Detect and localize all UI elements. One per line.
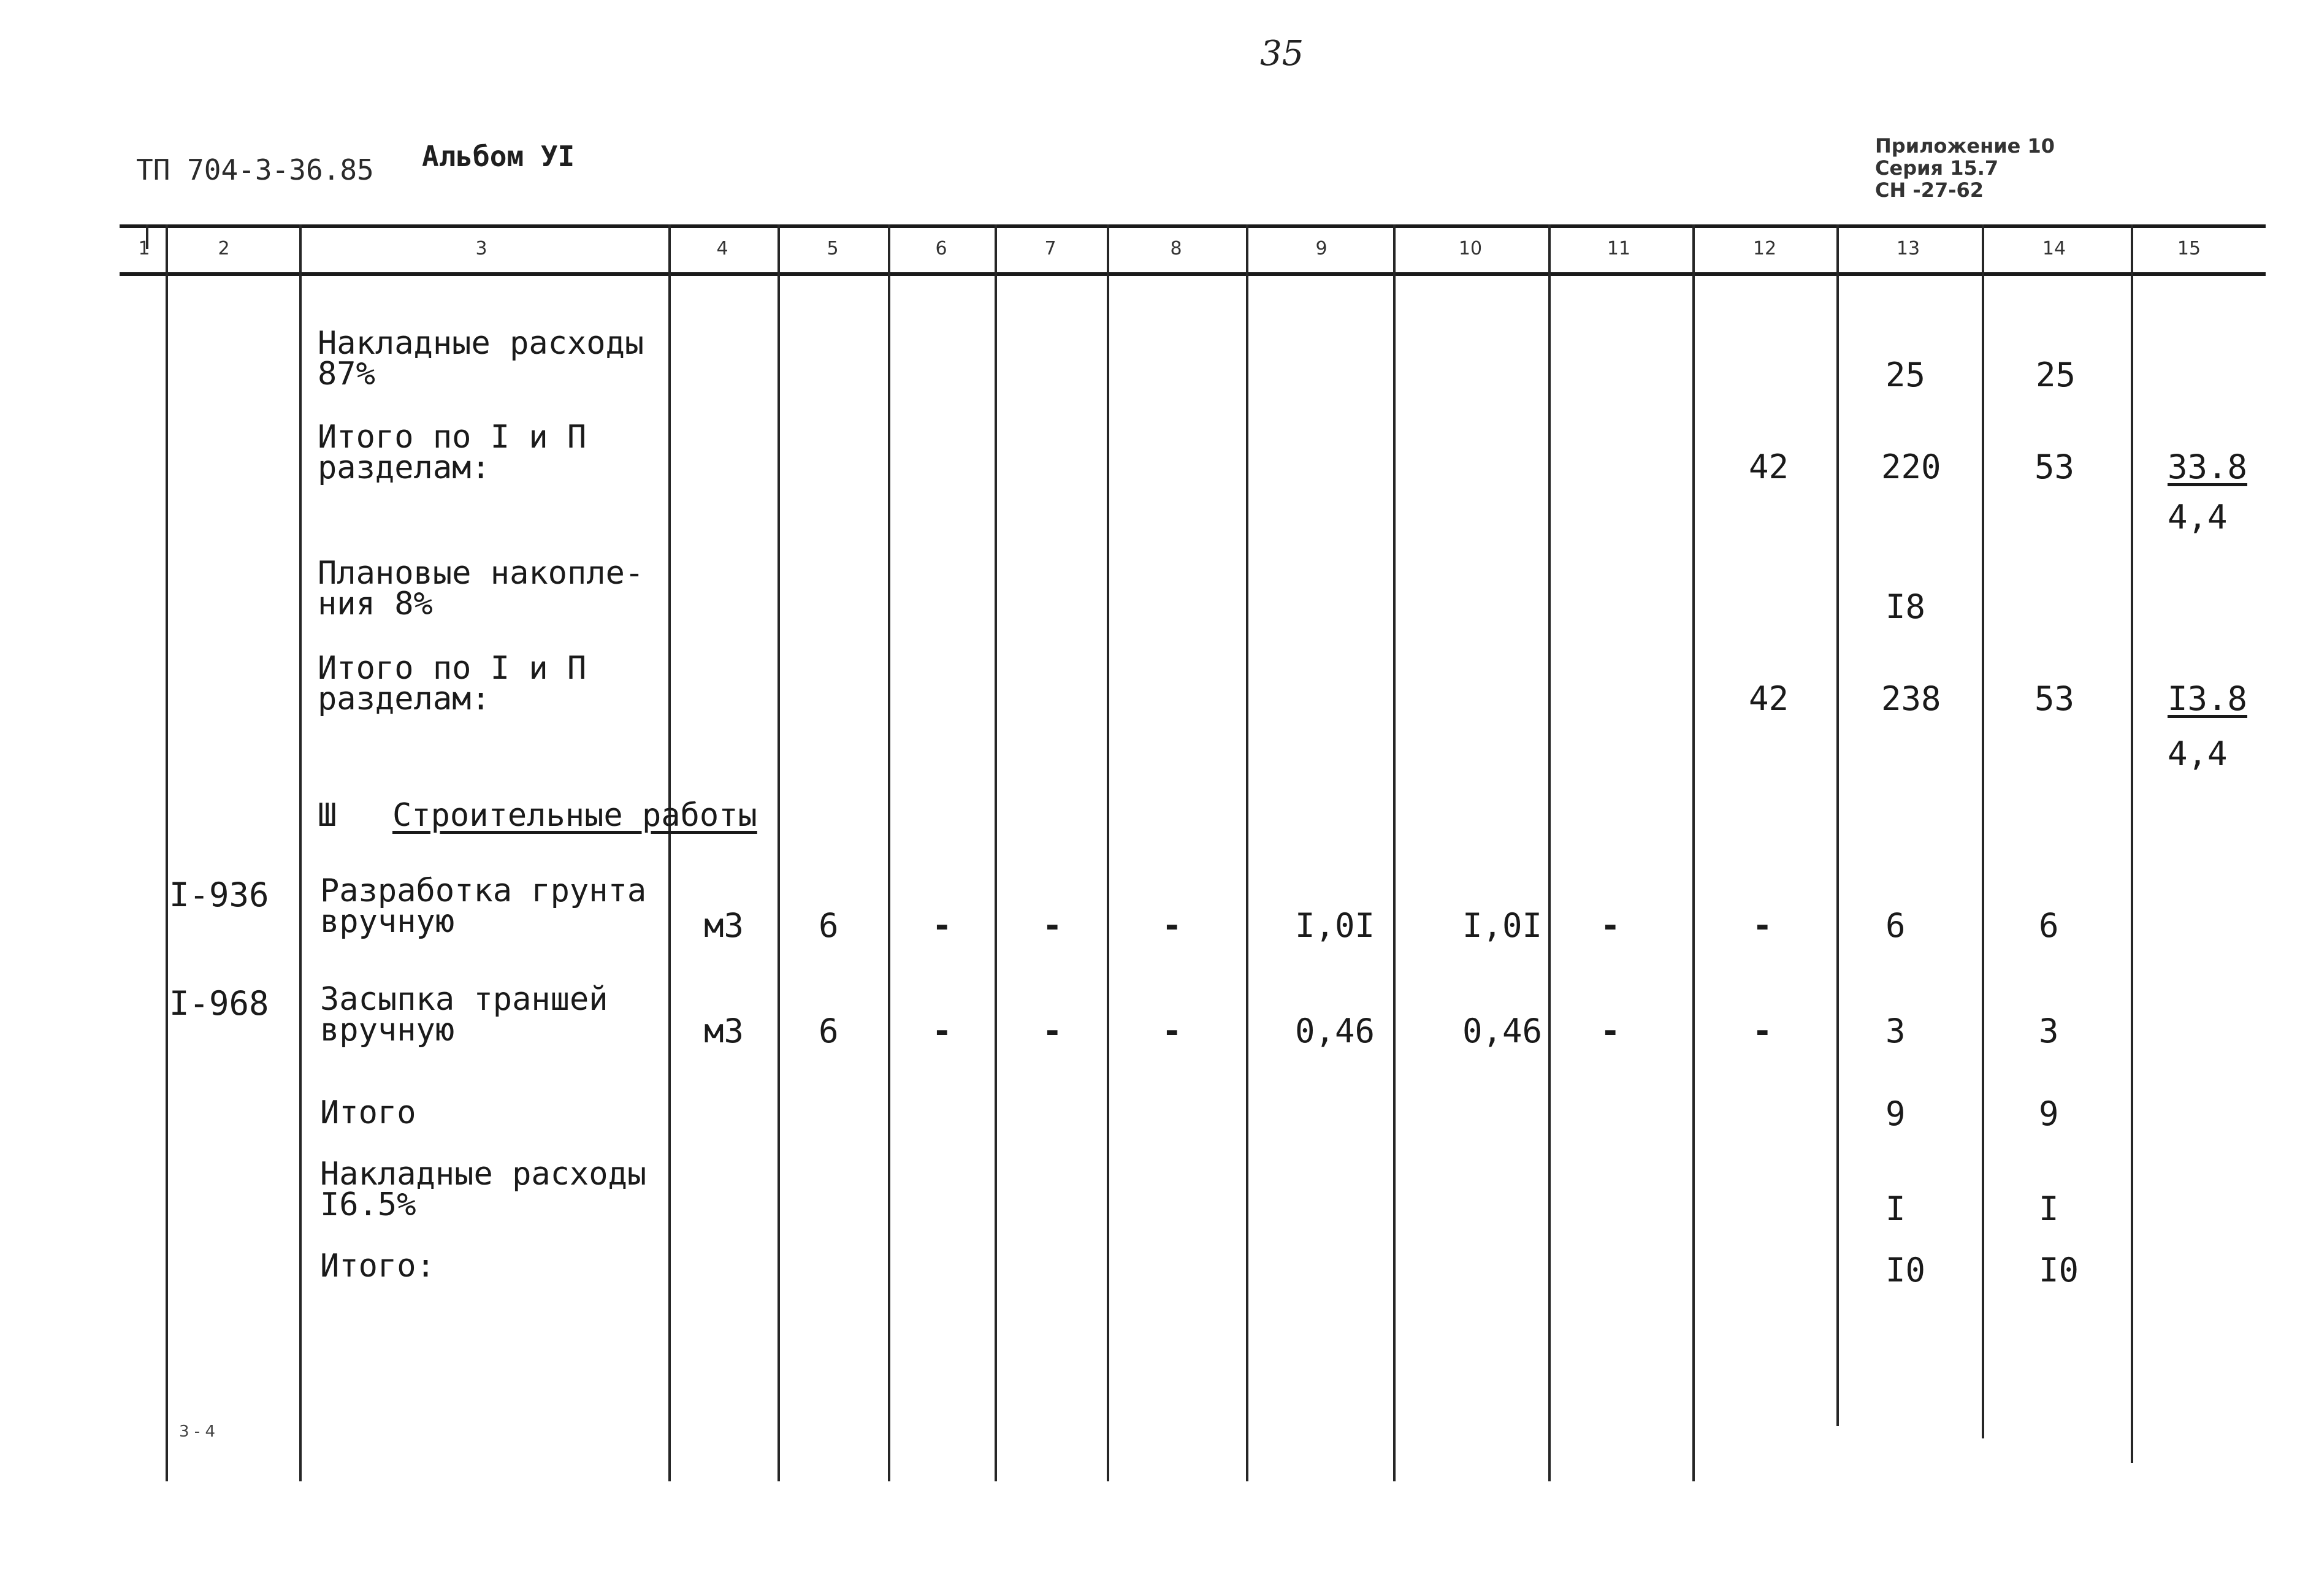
row-backfill-col5: 6 (819, 1012, 839, 1050)
row-overhead-87-col13: 25 (1885, 356, 1926, 394)
row-backfill-col11: - (1600, 1012, 1621, 1050)
column-number-7: 7 (1044, 238, 1056, 259)
column-number-6: 6 (935, 238, 947, 259)
row-total-1-col15-bottom: 4,4 (2168, 498, 2228, 536)
row-excavation-col5: 6 (819, 906, 839, 945)
column-number-13: 13 (1896, 238, 1920, 259)
row-excavation-col12: - (1752, 906, 1773, 945)
row-excavation-code: I-936 (169, 876, 269, 914)
row-overhead-165-name-line2: I6.5% (320, 1186, 416, 1223)
row-backfill-col8: - (1162, 1012, 1182, 1050)
column-number-8: 8 (1170, 238, 1182, 259)
row-grand-total-col14: I0 (2039, 1251, 2079, 1289)
row-excavation-col14: 6 (2039, 906, 2059, 945)
row-backfill-col10: 0,46 (1462, 1012, 1543, 1050)
section-roman-numeral: Ш (318, 797, 337, 834)
column-number-12: 12 (1752, 238, 1777, 259)
table-header-rule (120, 272, 2266, 276)
row-excavation-col6: - (932, 906, 952, 945)
column-number-2: 2 (218, 238, 230, 259)
row-planned-savings-name-line2: ния 8% (318, 586, 433, 622)
row-backfill-name-line2: вручную (320, 1012, 455, 1048)
row-grand-total-col13: I0 (1885, 1251, 1926, 1289)
row-total-2-col13: 238 (1881, 679, 1941, 718)
row-overhead-165-name-line1: Накладные расходы (320, 1156, 647, 1193)
row-excavation-col11: - (1600, 906, 1621, 945)
row-overhead-165-col13: I (1885, 1189, 1906, 1228)
row-backfill-col6: - (932, 1012, 952, 1050)
row-overhead-87-name-line1: Накладные расходы (318, 325, 644, 362)
section-title: Строительные работы (392, 797, 757, 834)
column-number-11: 11 (1606, 238, 1631, 259)
row-backfill-name-line1: Засыпка траншей (320, 981, 608, 1018)
row-excavation-unit: м3 (704, 906, 744, 945)
row-excavation-col7: - (1042, 906, 1063, 945)
appendix-line-1: Приложение 10 (1875, 134, 2055, 158)
row-backfill-col14: 3 (2039, 1012, 2059, 1050)
column-number-14: 14 (2042, 238, 2066, 259)
row-overhead-87-name-line2: 87% (318, 356, 375, 392)
row-excavation-name-line1: Разработка грунта (320, 872, 647, 909)
column-number-1: 1 (138, 238, 150, 259)
album-label: Альбом УI (422, 140, 575, 173)
column-number-4: 4 (716, 238, 728, 259)
row-excavation-name-line2: вручную (320, 903, 455, 940)
row-total-1-col15-top: 33.8 (2168, 448, 2248, 486)
row-total-2-col15-top: I3.8 (2168, 679, 2248, 718)
row-total-2-col15-bottom: 4,4 (2168, 735, 2228, 773)
page-number: 35 (1260, 34, 1304, 74)
row-total-1-col13: 220 (1881, 448, 1941, 486)
row-overhead-87-col14: 25 (2036, 356, 2076, 394)
row-total-1-name-line2: разделам: (318, 449, 491, 486)
row-subtotal-name: Итого (320, 1094, 416, 1131)
row-excavation-col13: 6 (1885, 906, 1906, 945)
column-number-3: 3 (475, 238, 487, 259)
row-backfill-col13: 3 (1885, 1012, 1906, 1050)
row-total-1-col12: 42 (1749, 448, 1789, 486)
footer-mark: 3 - 4 (179, 1422, 215, 1441)
column-number-15: 15 (2177, 238, 2201, 259)
row-overhead-165-col14: I (2039, 1189, 2059, 1228)
appendix-line-2: Серия 15.7 (1875, 156, 1999, 180)
row-excavation-col9: I,0I (1295, 906, 1375, 945)
row-backfill-code: I-968 (169, 984, 269, 1023)
row-excavation-col8: - (1162, 906, 1182, 945)
row-total-1-col14: 53 (2034, 448, 2075, 486)
row-backfill-col7: - (1042, 1012, 1063, 1050)
column-number-10: 10 (1458, 238, 1483, 259)
table-top-rule (120, 224, 2266, 228)
column-number-5: 5 (827, 238, 839, 259)
row-subtotal-col14: 9 (2039, 1094, 2059, 1133)
row-grand-total-name: Итого: (320, 1248, 435, 1285)
row-backfill-col9: 0,46 (1295, 1012, 1375, 1050)
row-backfill-col12: - (1752, 1012, 1773, 1050)
row-total-1-name-line1: Итого по I и П (318, 419, 587, 456)
row-total-2-name-line2: разделам: (318, 681, 491, 717)
row-total-2-name-line1: Итого по I и П (318, 650, 587, 687)
row-planned-savings-name-line1: Плановые накопле- (318, 555, 644, 592)
row-planned-savings-col13: I8 (1885, 587, 1926, 626)
appendix-line-3: СН -27-62 (1875, 178, 1984, 202)
row-total-2-col12: 42 (1749, 679, 1789, 718)
column-number-9: 9 (1315, 238, 1328, 259)
row-total-2-col14: 53 (2034, 679, 2075, 718)
row-backfill-unit: м3 (704, 1012, 744, 1050)
row-subtotal-col13: 9 (1885, 1094, 1906, 1133)
row-excavation-col10: I,0I (1462, 906, 1543, 945)
document-code: ТП 704-3-36.85 (136, 153, 374, 186)
